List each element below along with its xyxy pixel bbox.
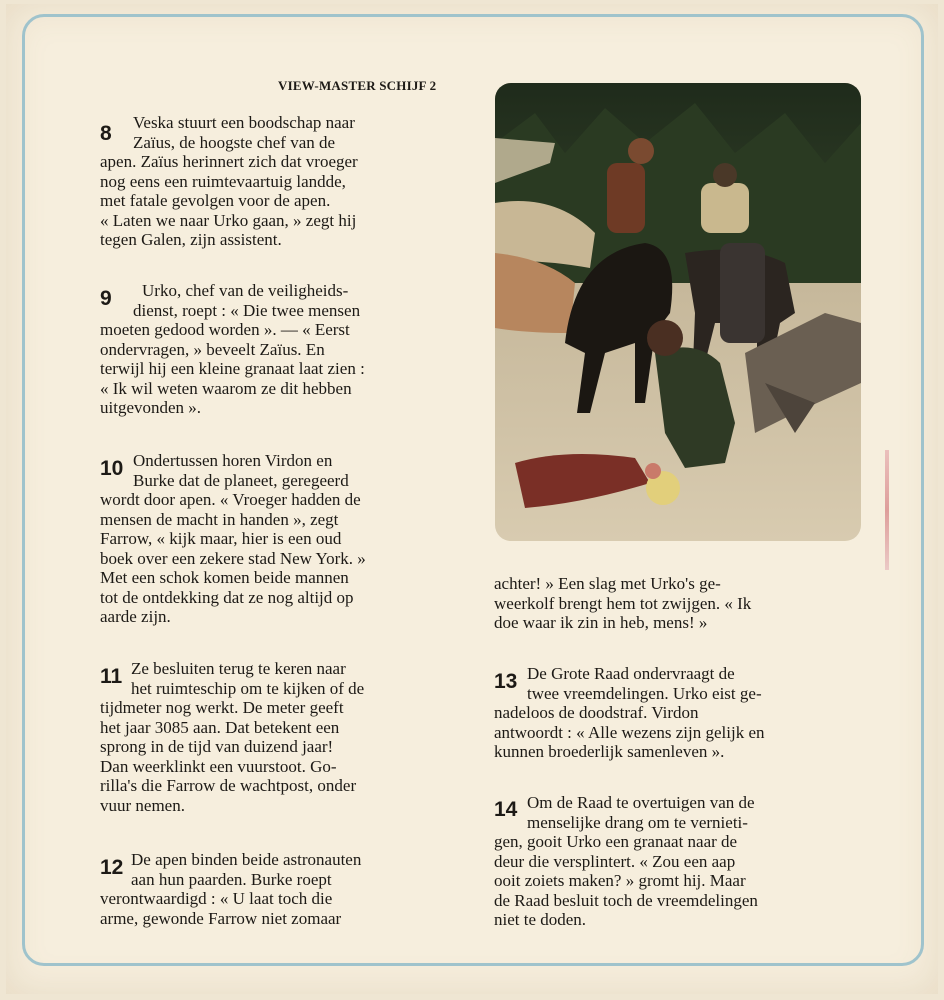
paragraph-line: met fatale gevolgen voor de apen. [100,191,331,210]
paragraph-number-13: 13 [494,670,518,693]
paragraph-line: boek over een zekere stad New York. » [100,548,366,568]
paragraph-11 [100,659,464,815]
paragraph-line: Dan weerklinkt een vuurstoot. Go- [100,756,337,776]
paragraph-line: het jaar 3085 aan. Dat betekent een [100,717,340,737]
paragraph-line: tijdmeter nog werkt. De meter geeft [100,698,344,717]
paragraph-line: « Laten we naar Urko gaan, » zegt hij [100,210,357,230]
paragraph-number-12: 12 [100,856,124,879]
paragraph-number-10: 10 [100,457,124,480]
paragraph-12-continued [494,574,858,633]
paragraph-line: Farrow, « kijk maar, hier is een oud [100,529,342,548]
paragraph-14 [494,793,858,930]
paragraph-number-14: 14 [494,798,518,821]
paragraph-line: Zaïus, de hoogste chef van de [133,132,336,152]
photo-horses-apes-icon [495,83,861,541]
paragraph-line: doe waar ik zin in heb, mens! » [494,613,708,632]
paragraph-line: aarde zijn. [100,607,171,626]
paragraph-line: achter! » Een slag met Urko's ge- [494,574,721,593]
paragraph-number-11: 11 [100,665,123,688]
paragraph-line: tot de ontdekking dat ze nog altijd op [100,587,354,607]
paragraph-line: kunnen broederlijk samenleven ». [494,742,725,761]
paragraph-line: deur die versplintert. « Zou een aap [494,851,736,871]
paragraph-line: Met een schok komen beide mannen [100,568,349,587]
paragraph-line: verontwaardigd : « U laat toch die [100,889,333,908]
paragraph-line: terwijl hij een kleine granaat laat zien : [100,359,365,378]
paragraph-12 [100,850,464,928]
paragraph-line: moeten gedood worden ». — « Eerst [100,320,350,339]
paragraph-line: mensen de macht in handen », zegt [100,509,339,529]
paragraph-line: tegen Galen, zijn assistent. [100,230,282,249]
paragraph-line: wordt door apen. « Vroeger hadden de [100,490,361,509]
paragraph-10 [100,451,464,627]
paragraph-line: sprong in de tijd van duizend jaar! [100,737,334,756]
paragraph-8 [100,113,464,250]
paragraph-line: Ondertussen horen Virdon en [133,451,333,470]
paragraph-line: Veska stuurt een boodschap naar [133,113,355,132]
paragraph-number-8: 8 [100,122,112,145]
paragraph-line: dienst, roept : « Die twee mensen [133,300,361,320]
paragraph-line: Om de Raad te overtuigen van de [527,793,755,812]
paragraph-line: weerkolf brengt hem tot zwijgen. « Ik [494,593,752,613]
paragraph-line: gen, gooit Urko een granaat naar de [494,832,738,851]
paragraph-line: arme, gewonde Farrow niet zomaar [100,908,342,928]
paragraph-line: uitgevonden ». [100,398,202,417]
paragraph-line: ondervragen, » beveelt Zaïus. En [100,339,325,359]
paragraph-line: menselijke drang om te vernieti- [527,812,748,832]
paragraph-line: De Grote Raad ondervraagt de [527,664,735,683]
page-stain [885,450,889,570]
paragraph-line: antwoordt : « Alle wezens zijn gelijk en [494,722,765,742]
paragraph-line: apen. Zaïus herinnert zich dat vroeger [100,152,358,171]
paragraph-line: twee vreemdelingen. Urko eist ge- [527,683,762,703]
paragraph-line: ooit zoiets maken? » gromt hij. Maar [494,871,746,890]
paragraph-line: het ruimteschip om te kijken of de [131,678,365,698]
paragraph-number-9: 9 [100,287,112,310]
paragraph-line: niet te doden. [494,910,587,929]
paragraph-line: De apen binden beide astronauten [131,850,362,869]
paragraph-line: Ze besluiten terug te keren naar [131,659,346,678]
paragraph-line: Urko, chef van de veiligheids- [142,281,349,300]
paragraph-line: nog eens een ruimtevaartuig landde, [100,171,346,191]
paragraph-9 [100,281,464,418]
paragraph-line: aan hun paarden. Burke roept [131,869,332,889]
paragraph-line: rilla's die Farrow de wachtpost, onder [100,776,357,795]
paragraph-line: vuur nemen. [100,795,185,815]
scene-photo [495,83,861,541]
page-header: VIEW-MASTER SCHIJF 2 [278,78,437,93]
paragraph-line: de Raad besluit toch de vreemdelingen [494,890,758,910]
paragraph-line: Burke dat de planeet, geregeerd [133,470,349,490]
paragraph-line: « Ik wil weten waarom ze dit hebben [100,378,352,398]
paragraph-line: nadeloos de doodstraf. Virdon [494,703,699,722]
paragraph-13 [494,664,858,762]
